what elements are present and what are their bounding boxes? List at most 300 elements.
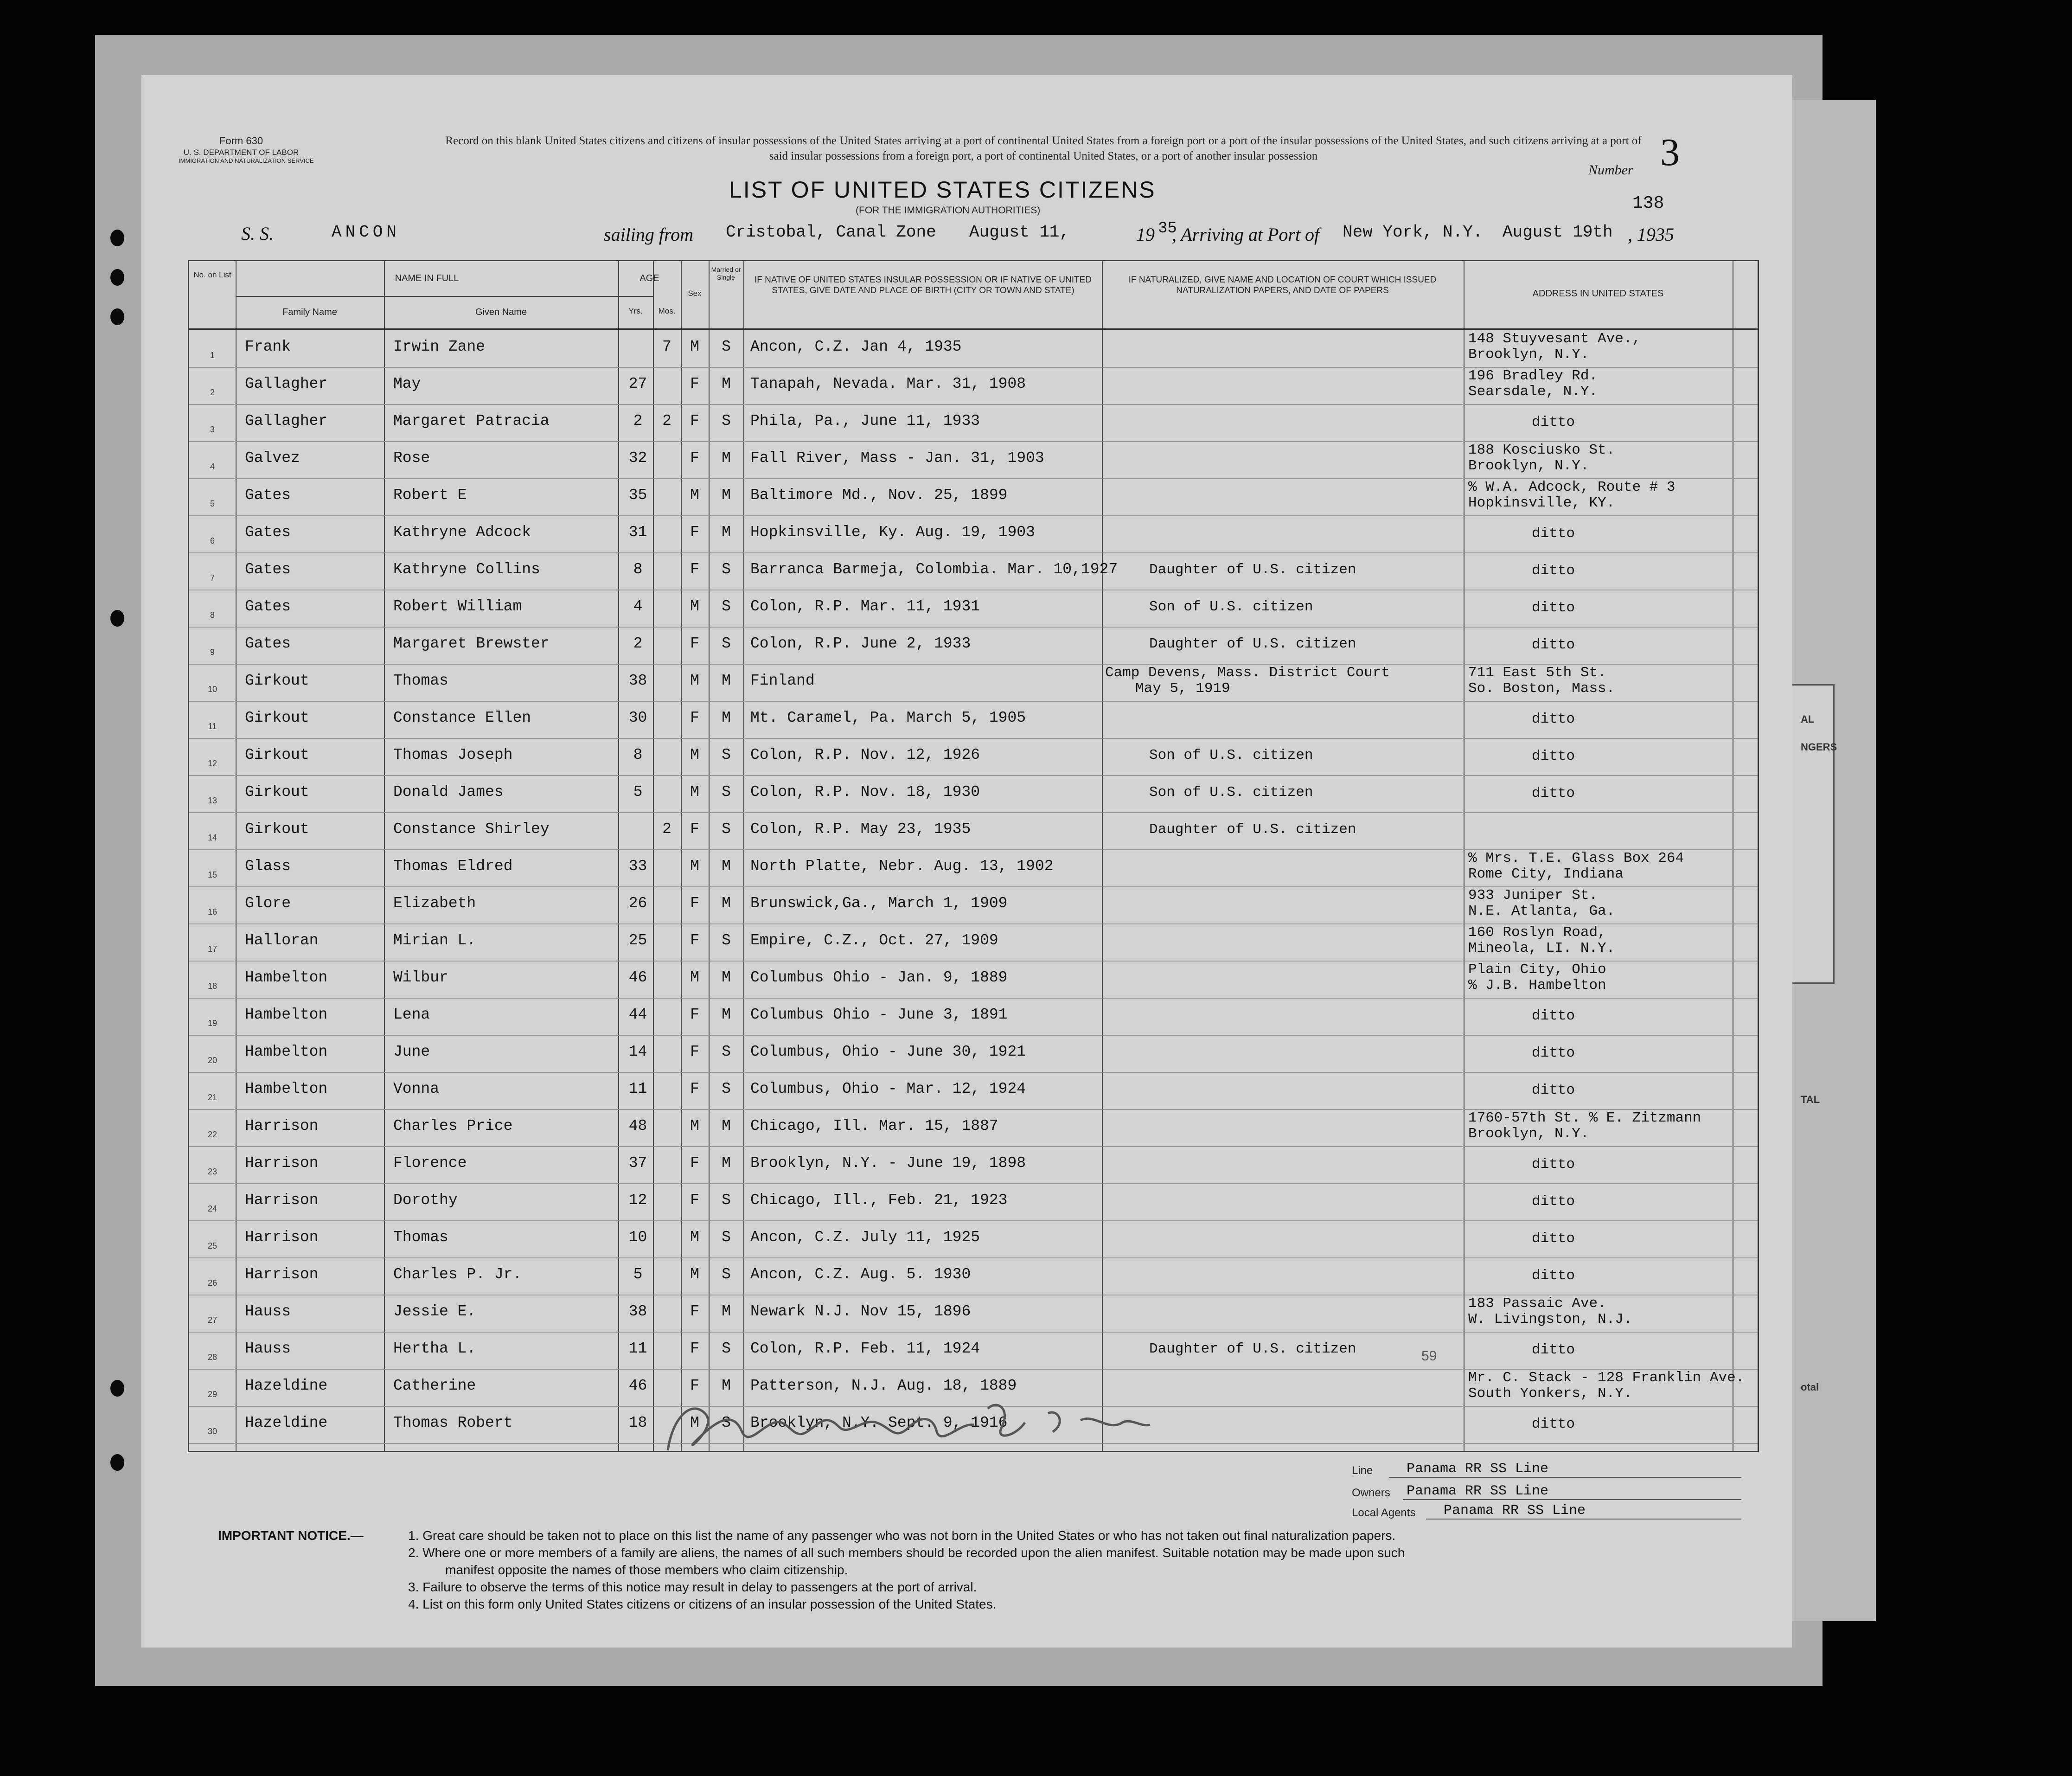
given-name-cell: Dorothy: [393, 1192, 458, 1209]
sex-cell: M: [690, 969, 699, 986]
marital-status-cell: M: [722, 1154, 731, 1172]
row-number: 13: [207, 796, 217, 805]
naturalization-cell: Daughter of U.S. citizen: [1149, 821, 1356, 838]
birthplace-cell: Colon, R.P. Nov. 18, 1930: [750, 783, 980, 801]
page-title: LIST OF UNITED STATES CITIZENS: [729, 177, 1156, 203]
address-line-1: 183 Passaic Ave.: [1468, 1295, 1606, 1312]
sex-cell: M: [690, 1117, 699, 1135]
owners-label: Owners: [1352, 1487, 1390, 1499]
sex-cell: F: [690, 1006, 699, 1023]
naturalization-cell: Son of U.S. citizen: [1149, 599, 1313, 615]
record-notice: Record on this blank United States citizens and citizens of insular possessions of the United States arriving at a port of continental United States from a foreign port or a port of the insular possessions of the United States, and such citizens arriving at a port of said insular possessions from a foreign port, a port of continental United States, or a port of another insular possession: [445, 135, 1642, 162]
age-years-cell: 30: [628, 709, 647, 726]
sex-cell: F: [690, 1340, 699, 1357]
birthplace-cell: Mt. Caramel, Pa. March 5, 1905: [750, 709, 1026, 726]
address-line-1: Plain City, Ohio: [1468, 962, 1606, 978]
birthplace-cell: Fall River, Mass - Jan. 31, 1903: [750, 449, 1044, 467]
row-divider: [189, 1072, 1758, 1073]
binder-hole: [110, 230, 124, 246]
naturalization-cell: Camp Devens, Mass. District Court: [1105, 665, 1390, 681]
naturalization-cell: Daughter of U.S. citizen: [1149, 1341, 1356, 1357]
given-name-cell: Thomas Robert: [393, 1414, 513, 1431]
address-line-1: ditto: [1532, 1008, 1575, 1024]
col-birth: IF NATIVE OF UNITED STATES INSULAR POSSESSION OR IF NATIVE OF UNITED STATES, GIVE DATE AND PLACE OF BIRTH (CITY OR TOWN AND STATE): [754, 275, 1092, 295]
notice-item-1: 1. Great care should be taken not to place on this list the name of any passenger who was not born in the United States or who has not taken out final naturalization papers.: [408, 1528, 1396, 1543]
sailing-from-label: sailing from: [604, 224, 693, 245]
row-divider: [189, 552, 1758, 553]
tab-label: AL: [1801, 713, 1815, 725]
binder-hole: [110, 269, 124, 286]
sex-cell: F: [690, 1192, 699, 1209]
address-line-1: 148 Stuyvesant Ave.,: [1468, 331, 1641, 347]
birthplace-cell: Chicago, Ill., Feb. 21, 1923: [750, 1192, 1008, 1209]
row-divider: [189, 627, 1758, 628]
number-label: Number: [1588, 162, 1633, 178]
birthplace-cell: Chicago, Ill. Mar. 15, 1887: [750, 1117, 998, 1135]
address-line-1: ditto: [1532, 1268, 1575, 1284]
marital-status-cell: M: [722, 1006, 731, 1023]
page-stamp: 138: [1632, 193, 1664, 213]
given-name-cell: Thomas: [393, 672, 448, 689]
marital-status-cell: S: [722, 1340, 731, 1357]
row-divider: [189, 738, 1758, 739]
age-years-cell: 46: [628, 969, 647, 986]
binder-hole: [110, 1454, 124, 1471]
address-line-2: South Yonkers, N.Y.: [1468, 1385, 1632, 1402]
family-name-cell: Gallagher: [245, 412, 328, 430]
address-line-1: ditto: [1532, 1231, 1575, 1247]
agents-label: Local Agents: [1352, 1507, 1416, 1519]
address-line-1: 1760-57th St. % E. Zitzmann: [1468, 1110, 1701, 1126]
row-number: 24: [207, 1204, 217, 1213]
given-name-cell: Thomas: [393, 1229, 448, 1246]
marital-status-cell: M: [722, 858, 731, 875]
sex-cell: M: [690, 1266, 699, 1283]
given-name-cell: Thomas Eldred: [393, 858, 513, 875]
address-line-1: ditto: [1532, 1342, 1575, 1358]
owners-rule: [1403, 1499, 1741, 1500]
row-divider: [189, 404, 1758, 405]
birthplace-cell: Finland: [750, 672, 815, 689]
arrival-year: , 1935: [1628, 224, 1674, 245]
row-number: 23: [207, 1167, 217, 1176]
row-divider: [189, 701, 1758, 702]
address-line-1: ditto: [1532, 637, 1575, 653]
manifest-page: [141, 75, 1792, 1648]
age-years-cell: 8: [633, 746, 643, 763]
age-years-cell: 37: [628, 1154, 647, 1172]
address-line-1: ditto: [1532, 1193, 1575, 1210]
row-number: 28: [207, 1353, 217, 1362]
address-line-1: ditto: [1532, 1045, 1575, 1061]
marital-status-cell: M: [722, 375, 731, 392]
given-name-cell: Elizabeth: [393, 895, 476, 912]
given-name-cell: Mirian L.: [393, 932, 476, 949]
row-divider: [189, 1220, 1758, 1221]
age-years-cell: 12: [628, 1192, 647, 1209]
row-number: 21: [207, 1093, 217, 1102]
birthplace-cell: Tanapah, Nevada. Mar. 31, 1908: [750, 375, 1026, 392]
family-name-cell: Hambelton: [245, 1043, 328, 1060]
age-years-cell: 38: [628, 1303, 647, 1320]
row-number: 12: [207, 759, 217, 768]
age-years-cell: 35: [628, 487, 647, 504]
marital-status-cell: M: [722, 1377, 731, 1394]
row-number: 7: [210, 573, 215, 583]
row-number: 25: [207, 1241, 217, 1250]
row-number: 17: [207, 944, 217, 954]
passenger-table: [188, 260, 1759, 1452]
marital-status-cell: S: [722, 1229, 731, 1246]
family-name-cell: Hauss: [245, 1303, 291, 1320]
marital-status-cell: M: [722, 709, 731, 726]
given-name-cell: Irwin Zane: [393, 338, 486, 355]
family-name-cell: Hazeldine: [245, 1377, 328, 1394]
address-line-2: Brooklyn, N.Y.: [1468, 1126, 1589, 1142]
given-name-cell: Thomas Joseph: [393, 746, 513, 763]
row-divider: [189, 1257, 1758, 1258]
address-line-2: Brooklyn, N.Y.: [1468, 346, 1589, 363]
marital-status-cell: S: [722, 1414, 731, 1431]
marital-status-cell: S: [722, 561, 731, 578]
family-name-cell: Harrison: [245, 1192, 319, 1209]
marital-status-cell: S: [722, 1192, 731, 1209]
given-name-cell: Constance Shirley: [393, 821, 550, 838]
age-months-cell: 2: [662, 821, 671, 838]
line-value: Panama RR SS Line: [1407, 1461, 1549, 1477]
col-yrs: Yrs.: [628, 307, 643, 315]
birthplace-cell: Colon, R.P. Nov. 12, 1926: [750, 746, 980, 763]
row-number: 9: [210, 648, 215, 657]
family-name-cell: Harrison: [245, 1229, 319, 1246]
address-line-1: ditto: [1532, 526, 1575, 542]
family-name-cell: Glore: [245, 895, 291, 912]
sex-cell: F: [690, 1303, 699, 1320]
col-name-in-full: NAME IN FULL: [395, 273, 459, 283]
margin-note: 59: [1421, 1348, 1437, 1364]
notice-title: IMPORTANT NOTICE.—: [218, 1528, 364, 1543]
address-line-1: 933 Juniper St.: [1468, 887, 1598, 904]
address-line-1: 711 East 5th St.: [1468, 665, 1606, 681]
row-number: 3: [210, 425, 215, 434]
family-name-cell: Gates: [245, 561, 291, 578]
row-number: 27: [207, 1315, 217, 1325]
sex-cell: F: [690, 932, 699, 949]
row-divider: [189, 998, 1758, 999]
sex-cell: F: [690, 1043, 699, 1060]
age-years-cell: 31: [628, 524, 647, 541]
row-number: 10: [207, 685, 217, 694]
row-divider: [189, 1183, 1758, 1184]
marital-status-cell: S: [722, 338, 731, 355]
sex-cell: F: [690, 561, 699, 578]
tab-label: TAL: [1801, 1094, 1820, 1105]
number-value: 3: [1660, 131, 1680, 174]
address-line-1: ditto: [1532, 600, 1575, 616]
row-number: 22: [207, 1130, 217, 1139]
address-line-1: ditto: [1532, 785, 1575, 801]
owners-value: Panama RR SS Line: [1407, 1483, 1549, 1499]
col-mos: Mos.: [658, 307, 676, 315]
marital-status-cell: M: [722, 487, 731, 504]
family-name-cell: Harrison: [245, 1154, 319, 1172]
birthplace-cell: Brunswick,Ga., March 1, 1909: [750, 895, 1008, 912]
sex-cell: M: [690, 338, 699, 355]
given-name-cell: Margaret Brewster: [393, 635, 550, 652]
address-line-2: % J.B. Hambelton: [1468, 977, 1606, 994]
address-line-1: 188 Kosciusko St.: [1468, 442, 1615, 458]
sailing-from: Cristobal, Canal Zone: [726, 223, 936, 242]
address-line-1: ditto: [1532, 1156, 1575, 1173]
birthplace-cell: Baltimore Md., Nov. 25, 1899: [750, 487, 1008, 504]
marital-status-cell: S: [722, 598, 731, 615]
row-divider: [189, 1035, 1758, 1036]
col-age: AGE: [640, 273, 659, 283]
family-name-cell: Gates: [245, 487, 291, 504]
age-years-cell: 33: [628, 858, 647, 875]
naturalization-date-cell: May 5, 1919: [1135, 680, 1230, 697]
birthplace-cell: North Platte, Nebr. Aug. 13, 1902: [750, 858, 1054, 875]
family-name-cell: Frank: [245, 338, 291, 355]
notice-item-2-cont: manifest opposite the names of those members who claim citizenship.: [445, 1563, 848, 1577]
row-divider: [189, 775, 1758, 776]
given-name-cell: Kathryne Adcock: [393, 524, 531, 541]
sailing-date: August 11,: [969, 223, 1070, 242]
marital-status-cell: S: [722, 635, 731, 652]
row-number: 20: [207, 1056, 217, 1065]
marital-status-cell: M: [722, 969, 731, 986]
address-line-1: ditto: [1532, 1082, 1575, 1098]
birthplace-cell: Colon, R.P. May 23, 1935: [750, 821, 971, 838]
address-line-1: ditto: [1532, 748, 1575, 764]
marital-status-cell: M: [722, 672, 731, 689]
family-name-cell: Gates: [245, 598, 291, 615]
department-name: U. S. DEPARTMENT OF LABOR: [183, 147, 299, 157]
birthplace-cell: Columbus, Ohio - Mar. 12, 1924: [750, 1080, 1026, 1097]
naturalization-cell: Son of U.S. citizen: [1149, 784, 1313, 801]
age-years-cell: 38: [628, 672, 647, 689]
birthplace-cell: Columbus Ohio - Jan. 9, 1889: [750, 969, 1008, 986]
row-number: 26: [207, 1278, 217, 1288]
marital-status-cell: S: [722, 821, 731, 838]
age-years-cell: 18: [628, 1414, 647, 1431]
birthplace-cell: Colon, R.P. Mar. 11, 1931: [750, 598, 980, 615]
family-name-cell: Hambelton: [245, 969, 328, 986]
row-divider: [189, 812, 1758, 813]
naturalization-cell: Daughter of U.S. citizen: [1149, 636, 1356, 652]
age-years-cell: 27: [628, 375, 647, 392]
given-name-cell: Vonna: [393, 1080, 440, 1097]
birthplace-cell: Colon, R.P. Feb. 11, 1924: [750, 1340, 980, 1357]
sex-cell: F: [690, 821, 699, 838]
naturalization-cell: Son of U.S. citizen: [1149, 747, 1313, 763]
sex-cell: F: [690, 449, 699, 467]
sex-cell: F: [690, 709, 699, 726]
notice-item-2: 2. Where one or more members of a family are aliens, the names of all such members should be recorded upon the alien manifest. Suitable notation may be made upon such: [408, 1545, 1405, 1560]
col-sex: Sex: [688, 289, 702, 298]
family-name-cell: Girkout: [245, 672, 309, 689]
given-name-cell: Lena: [393, 1006, 430, 1023]
row-number: 29: [207, 1390, 217, 1399]
row-divider: [189, 1332, 1758, 1333]
row-number: 30: [207, 1427, 217, 1436]
row-number: 18: [207, 981, 217, 991]
family-name-cell: Hauss: [245, 1340, 291, 1357]
birthplace-cell: Brooklyn, N.Y. - June 19, 1898: [750, 1154, 1026, 1172]
sex-cell: F: [690, 1154, 699, 1172]
age-years-cell: 11: [628, 1080, 647, 1097]
given-name-cell: Florence: [393, 1154, 467, 1172]
sailing-year-prefix: 19: [1136, 224, 1155, 245]
row-number: 8: [210, 610, 215, 620]
binder-hole: [110, 308, 124, 325]
marital-status-cell: S: [722, 1080, 731, 1097]
family-name-cell: Harrison: [245, 1117, 319, 1135]
birthplace-cell: Ancon, C.Z. July 11, 1925: [750, 1229, 980, 1246]
age-months-cell: 2: [662, 412, 671, 430]
line-rule: [1389, 1477, 1741, 1478]
adjacent-tab: [1790, 684, 1837, 1393]
col-naturalized: IF NATURALIZED, GIVE NAME AND LOCATION OF COURT WHICH ISSUED NATURALIZATION PAPERS, AND DATE OF PAPERS: [1128, 275, 1437, 295]
address-line-1: ditto: [1532, 711, 1575, 727]
age-years-cell: 14: [628, 1043, 647, 1060]
given-name-cell: Margaret Patracia: [393, 412, 550, 430]
sailing-year-suffix: 35: [1158, 220, 1177, 237]
family-name-cell: Gates: [245, 524, 291, 541]
address-line-1: ditto: [1532, 414, 1575, 430]
age-years-cell: 5: [633, 783, 643, 801]
birthplace-cell: Colon, R.P. June 2, 1933: [750, 635, 971, 652]
col-no-on-list: No. on List: [193, 270, 231, 279]
birthplace-cell: Hopkinsville, Ky. Aug. 19, 1903: [750, 524, 1035, 541]
row-number: 5: [210, 499, 215, 508]
age-years-cell: 5: [633, 1266, 643, 1283]
marital-status-cell: S: [722, 1043, 731, 1060]
marital-status-cell: M: [722, 449, 731, 467]
arrival-date: August 19th: [1503, 223, 1613, 242]
age-months-cell: 7: [662, 338, 671, 355]
row-number: 14: [207, 833, 217, 842]
sex-cell: M: [690, 672, 699, 689]
row-number: 19: [207, 1019, 217, 1028]
arrival-port: New York, N.Y.: [1343, 223, 1483, 242]
birthplace-cell: Brooklyn, N.Y. Sept. 9, 1916: [750, 1414, 1008, 1431]
service-name: IMMIGRATION AND NATURALIZATION SERVICE: [179, 157, 314, 164]
inspector-signature: [654, 1381, 1155, 1469]
agents-rule: [1426, 1519, 1741, 1520]
birthplace-cell: Ancon, C.Z. Aug. 5. 1930: [750, 1266, 971, 1283]
family-name-cell: Girkout: [245, 709, 309, 726]
sex-cell: F: [690, 375, 699, 392]
col-married-single: Married or Single: [711, 266, 741, 281]
address-line-2: Hopkinsville, KY.: [1468, 495, 1615, 511]
address-line-1: % Mrs. T.E. Glass Box 264: [1468, 850, 1684, 866]
family-name-cell: Hambelton: [245, 1006, 328, 1023]
age-years-cell: 8: [633, 561, 643, 578]
address-line-1: 196 Bradley Rd.: [1468, 368, 1598, 384]
marital-status-cell: S: [722, 412, 731, 430]
family-name-cell: Halloran: [245, 932, 319, 949]
family-name-cell: Gallagher: [245, 375, 328, 392]
family-name-cell: Gates: [245, 635, 291, 652]
marital-status-cell: S: [722, 932, 731, 949]
address-line-1: Mr. C. Stack - 128 Franklin Ave.: [1468, 1370, 1745, 1386]
sex-cell: M: [690, 598, 699, 615]
marital-status-cell: M: [722, 895, 731, 912]
sex-cell: F: [690, 1377, 699, 1394]
sex-cell: M: [690, 783, 699, 801]
marital-status-cell: M: [722, 1117, 731, 1135]
given-name-cell: Rose: [393, 449, 430, 467]
sex-cell: F: [690, 635, 699, 652]
address-line-1: % W.A. Adcock, Route # 3: [1468, 479, 1676, 495]
marital-status-cell: M: [722, 1303, 731, 1320]
naturalization-cell: Daughter of U.S. citizen: [1149, 562, 1356, 578]
given-name-cell: Donald James: [393, 783, 504, 801]
sex-cell: F: [690, 524, 699, 541]
page-subtitle: (FOR THE IMMIGRATION AUTHORITIES): [856, 205, 1041, 216]
ss-label: S. S.: [241, 223, 274, 244]
line-label: Line: [1352, 1464, 1373, 1477]
family-name-cell: Harrison: [245, 1266, 319, 1283]
sex-cell: M: [690, 1414, 699, 1431]
family-name-cell: Girkout: [245, 821, 309, 838]
row-divider: [189, 1146, 1758, 1147]
family-name-cell: Hazeldine: [245, 1414, 328, 1431]
given-name-cell: May: [393, 375, 421, 392]
family-name-cell: Girkout: [245, 783, 309, 801]
tab-label: otal: [1801, 1381, 1819, 1393]
given-name-cell: Wilbur: [393, 969, 448, 986]
binder-hole: [110, 1380, 124, 1397]
given-name-cell: Constance Ellen: [393, 709, 531, 726]
sex-cell: F: [690, 412, 699, 430]
age-years-cell: 10: [628, 1229, 647, 1246]
form-number: Form 630: [219, 135, 263, 147]
address-line-2: N.E. Atlanta, Ga.: [1468, 903, 1615, 919]
family-name-cell: Hambelton: [245, 1080, 328, 1097]
marital-status-cell: S: [722, 1266, 731, 1283]
birthplace-cell: Empire, C.Z., Oct. 27, 1909: [750, 932, 998, 949]
address-line-1: ditto: [1532, 563, 1575, 579]
age-years-cell: 25: [628, 932, 647, 949]
address-line-2: Searsdale, N.Y.: [1468, 384, 1598, 400]
age-years-cell: 4: [633, 598, 643, 615]
birthplace-cell: Columbus, Ohio - June 30, 1921: [750, 1043, 1026, 1060]
address-line-1: 160 Roslyn Road,: [1468, 924, 1606, 941]
address-line-2: Brooklyn, N.Y.: [1468, 458, 1589, 474]
given-name-cell: Charles Price: [393, 1117, 513, 1135]
row-divider: [189, 515, 1758, 516]
age-years-cell: 26: [628, 895, 647, 912]
col-address: ADDRESS IN UNITED STATES: [1532, 289, 1664, 299]
address-line-2: W. Livingston, N.J.: [1468, 1311, 1632, 1327]
sex-cell: M: [690, 746, 699, 763]
address-line-2: So. Boston, Mass.: [1468, 680, 1615, 697]
arriving-label: , Arriving at Port of: [1172, 224, 1320, 245]
birthplace-cell: Patterson, N.J. Aug. 18, 1889: [750, 1377, 1017, 1394]
row-number: 2: [210, 388, 215, 397]
row-number: 4: [210, 462, 215, 471]
given-name-cell: June: [393, 1043, 430, 1060]
col-family-name: Family Name: [282, 307, 337, 317]
sex-cell: F: [690, 895, 699, 912]
sex-cell: M: [690, 858, 699, 875]
col-given-name: Given Name: [475, 307, 527, 317]
age-years-cell: 2: [633, 635, 643, 652]
family-name-cell: Girkout: [245, 746, 309, 763]
address-line-2: Mineola, LI. N.Y.: [1468, 940, 1615, 956]
